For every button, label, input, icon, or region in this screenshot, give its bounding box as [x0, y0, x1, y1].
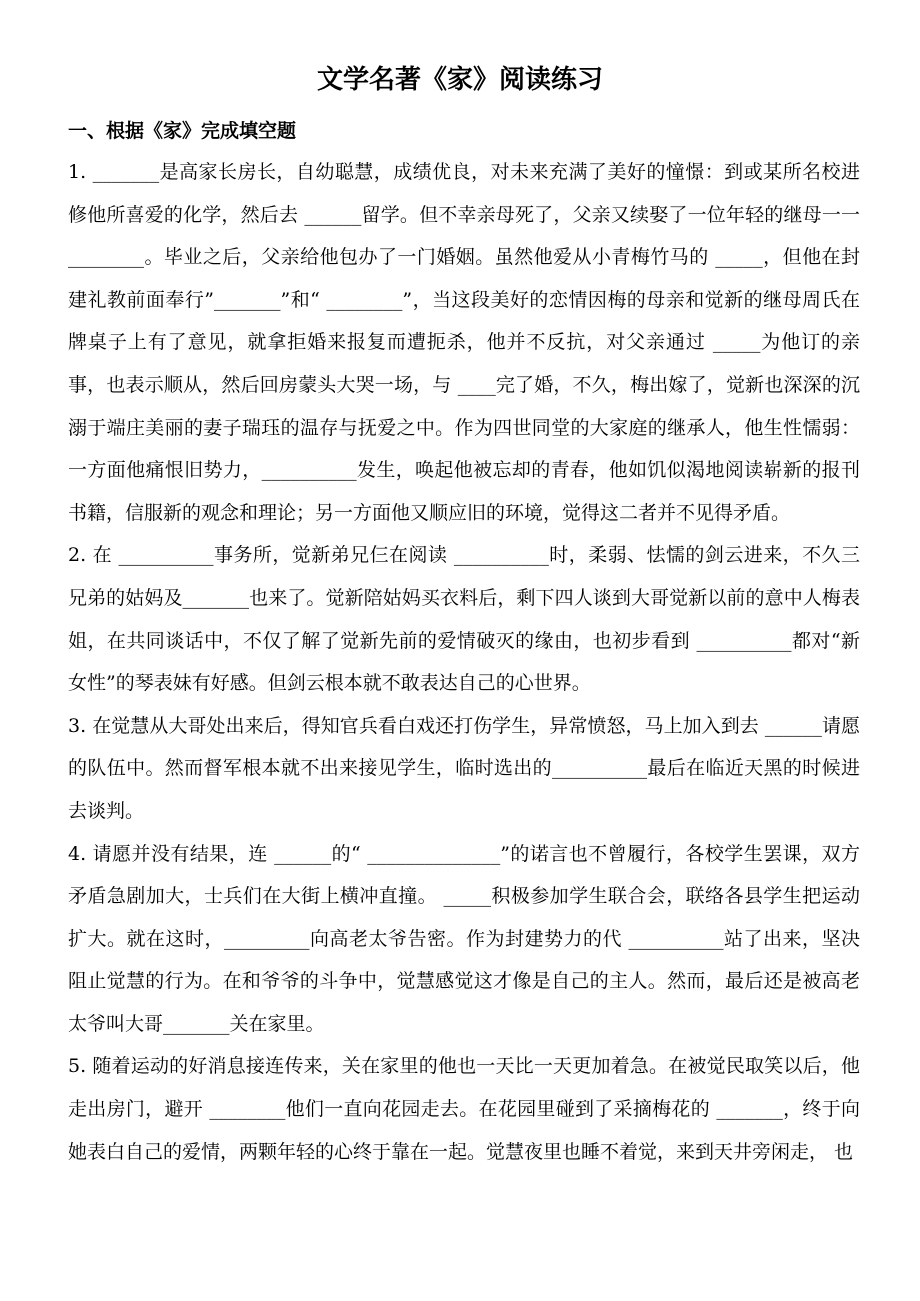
section-heading: 一、根据《家》完成填空题 — [68, 120, 297, 142]
question-list — [68, 151, 860, 1173]
question-2: 2. 在 __________事务所，觉新弟兄仨在阅读 __________时，柔弱、怯懦的剑云进来，不久三兄弟的姑妈及_______也来了。觉新陪姑妈买衣料后，剩下四人谈到大哥觉新以前的意中人梅表姐，在共同谈话中，不仅了解了觉新先前的爱情破灭的缘由，也初步看到 __________都对“新女性”的琴表妹有好感。但剑云根本就不敢表达自己的心世界。 — [68, 544, 860, 695]
question-4: 4. 请愿并没有结果，连 ______的“ ______________”的诺言也不曾履行，各校学生罢课，双方矛盾急剧加大，士兵们在大街上横冲直撞。 _____积极参加学生联合会，联络各县学生把运动扩大。就在这时，_________向高老太爷告密。作为封建势力的代 __________站了出来，坚决阻止觉慧的行为。在和爷爷的斗争中，觉慧感觉这才像是自己的主人。然而，最后还是被高老太爷叫大哥_______关在家里。 — [68, 842, 860, 1035]
question-3: 3. 在觉慧从大哥处出来后，得知官兵看白戏还打伤学生，异常愤怒，马上加入到去 ______请愿的队伍中。然而督军根本就不出来接见学生，临时选出的__________最后在临近天黑的时候进去谈判。 — [68, 714, 860, 822]
question-1: 1. _______是高家长房长，自幼聪慧，成绩优良，对未来充满了美好的憧憬：到或某所名校进修他所喜爱的化学，然后去 ______留学。但不幸亲母死了，父亲又续娶了一位年轻的继母一一________。毕业之后，父亲给他包办了一门婚姻。虽然他爱从小青梅竹马的 _____，但他在封建礼教前面奉行”_______”和“ ________”，当这段美好的恋情因梅的母亲和觉新的继母周氏在牌桌子上有了意见，就拿拒婚来报复而遭扼杀，他并不反抗，对父亲通过 _____为他订的亲事，也表示顺从，然后回房蒙头大哭一场，与 ____完了婚，不久，梅出嫁了，觉新也深深的沉溺于端庄美丽的妻子瑞珏的温存与抚爱之中。作为四世同堂的大家庭的继承人，他生性懦弱：一方面他痛恨旧势力，__________发生，唤起他被忘却的青春，他如饥似渴地阅读崭新的报刊书籍，信服新的观念和理论；另一方面他又顺应旧的环境，觉得这二者并不见得矛盾。 — [68, 161, 860, 524]
question-5: 5. 随着运动的好消息接连传来，关在家里的他也一天比一天更加着急。在被觉民取笑以后，他走出房门，避开 ________他们一直向花园走去。在花园里碰到了采摘梅花的 _______，终于向她表白自己的爱情，两颗年轻的心终于靠在一起。觉慧夜里也睡不着觉，来到天井旁闲走， 也 — [68, 1055, 860, 1163]
document-title: 文学名著《家》阅读练习 — [316, 65, 603, 95]
